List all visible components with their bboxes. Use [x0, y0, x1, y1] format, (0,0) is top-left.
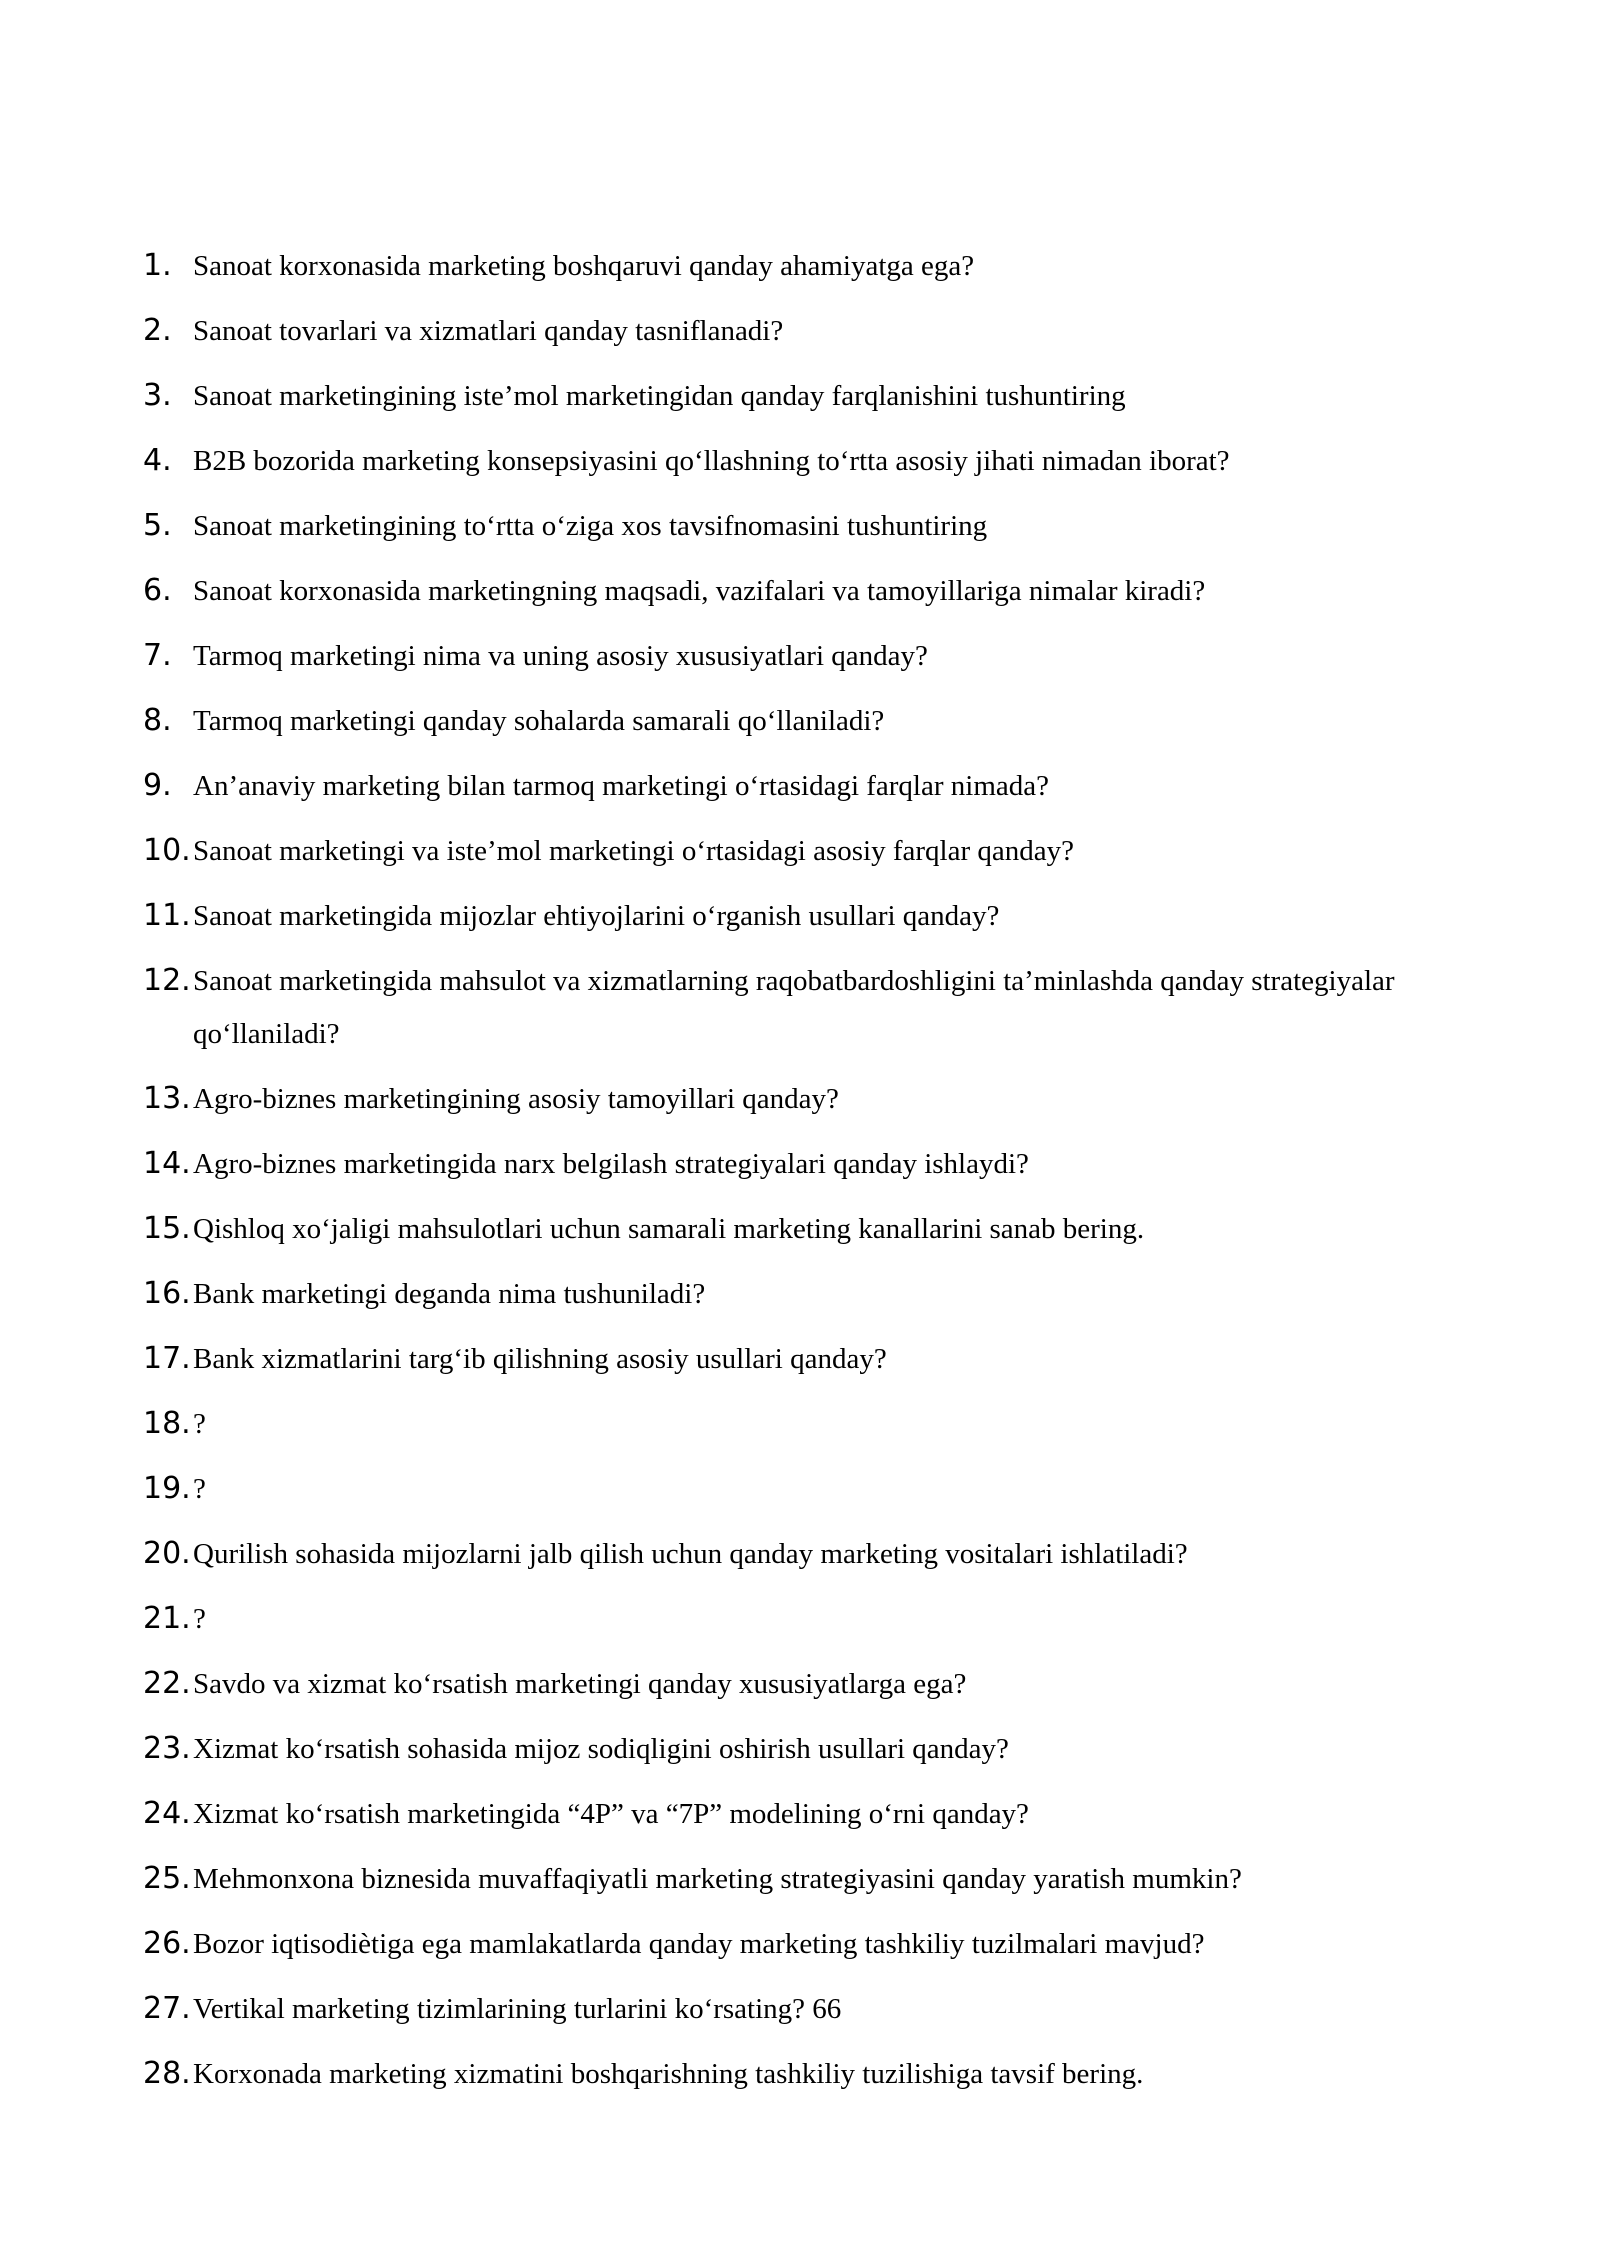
question-item	[143, 1859, 1443, 1924]
question-number: 14.	[143, 1146, 191, 1181]
question-text: Bank xizmatlarini targ‘ib qilishning asosiy usullari qanday?	[193, 1343, 887, 1375]
question-number: 19.	[143, 1471, 191, 1506]
question-text: Bozor iqtisodiètiga ega mamlakatlarda qanday marketing tashkiliy tuzilmalari mavjud?	[193, 1928, 1205, 1960]
question-number: 28.	[143, 2056, 191, 2091]
question-item	[143, 1924, 1443, 1989]
question-number: 26.	[143, 1926, 191, 1961]
question-number: 1.	[143, 248, 172, 283]
question-item	[143, 1274, 1443, 1339]
question-text: Tarmoq marketingi nima va uning asosiy xususiyatlari qanday?	[193, 640, 928, 672]
question-list	[143, 246, 1443, 2119]
question-text: Sanoat korxonasida marketing boshqaruvi qanday ahamiyatga ega?	[193, 250, 975, 282]
question-text: Sanoat marketingi va iste’mol marketingi o‘rtasidagi asosiy farqlar qanday?	[193, 835, 1075, 867]
question-number: 11.	[143, 898, 191, 933]
question-text: ?	[193, 1603, 206, 1635]
question-item	[143, 246, 1443, 311]
question-number: 27.	[143, 1991, 191, 2026]
question-number: 5.	[143, 508, 172, 543]
question-item	[143, 1339, 1443, 1404]
question-item	[143, 766, 1443, 831]
question-text: Agro-biznes marketingida narx belgilash strategiyalari qanday ishlaydi?	[193, 1148, 1029, 1180]
question-number: 25.	[143, 1861, 191, 1896]
question-text: Sanoat tovarlari va xizmatlari qanday tasniflanadi?	[193, 315, 784, 347]
question-item	[143, 1599, 1443, 1664]
question-text: Sanoat korxonasida marketingning maqsadi, vazifalari va tamoyillariga nimalar kiradi?	[193, 575, 1206, 607]
question-text: Mehmonxona biznesida muvaffaqiyatli marketing strategiyasini qanday yaratish mumkin?	[193, 1863, 1242, 1895]
question-item	[143, 571, 1443, 636]
question-number: 7.	[143, 638, 172, 673]
question-text: Sanoat marketingining iste’mol marketingidan qanday farqlanishini tushuntiring	[193, 380, 1126, 412]
question-text: Sanoat marketingining to‘rtta o‘ziga xos tavsifnomasini tushuntiring	[193, 510, 988, 542]
question-text: An’anaviy marketing bilan tarmoq marketingi o‘rtasidagi farqlar nimada?	[193, 770, 1049, 802]
question-text: Sanoat marketingida mijozlar ehtiyojlarini o‘rganish usullari qanday?	[193, 900, 1000, 932]
question-number: 18.	[143, 1406, 191, 1441]
question-number: 12.	[143, 963, 191, 998]
question-text: Qurilish sohasida mijozlarni jalb qilish uchun qanday marketing vositalari ishlatiladi?	[193, 1538, 1188, 1570]
question-item	[143, 1144, 1443, 1209]
question-number: 6.	[143, 573, 172, 608]
question-number: 10.	[143, 833, 191, 868]
question-item	[143, 376, 1443, 441]
question-item	[143, 506, 1443, 571]
question-item	[143, 1794, 1443, 1859]
question-item	[143, 2054, 1443, 2119]
question-item	[143, 311, 1443, 376]
question-text: Sanoat marketingida mahsulot va xizmatlarning raqobatbardoshligini ta’minlashda qanday strategiyalar qo‘llaniladi?	[193, 965, 1395, 1050]
question-text: Savdo va xizmat ko‘rsatish marketingi qanday xususiyatlarga ega?	[193, 1668, 967, 1700]
question-text: Tarmoq marketingi qanday sohalarda samarali qo‘llaniladi?	[193, 705, 885, 737]
question-item	[143, 1534, 1443, 1599]
question-text: ?	[193, 1408, 206, 1440]
question-text: ?	[193, 1473, 206, 1505]
question-item	[143, 636, 1443, 701]
question-text: Vertikal marketing tizimlarining turlarini ko‘rsating? 66	[193, 1993, 842, 2025]
question-number: 16.	[143, 1276, 191, 1311]
question-text: Xizmat ko‘rsatish sohasida mijoz sodiqligini oshirish usullari qanday?	[193, 1733, 1009, 1765]
question-item	[143, 1079, 1443, 1144]
question-item	[143, 1729, 1443, 1794]
question-text: Xizmat ko‘rsatish marketingida “4P” va “7P” modelining o‘rni qanday?	[193, 1798, 1029, 1830]
question-text: Qishloq xo‘jaligi mahsulotlari uchun samarali marketing kanallarini sanab bering.	[193, 1213, 1145, 1245]
question-text: Korxonada marketing xizmatini boshqarishning tashkiliy tuzilishiga tavsif bering.	[193, 2058, 1144, 2090]
question-item	[143, 961, 1443, 1079]
question-number: 23.	[143, 1731, 191, 1766]
question-item	[143, 1989, 1443, 2054]
question-number: 2.	[143, 313, 172, 348]
question-item	[143, 1469, 1443, 1534]
question-number: 24.	[143, 1796, 191, 1831]
question-text: Bank marketingi deganda nima tushuniladi?	[193, 1278, 706, 1310]
question-number: 3.	[143, 378, 172, 413]
question-item	[143, 1404, 1443, 1469]
question-item	[143, 831, 1443, 896]
question-number: 21.	[143, 1601, 191, 1636]
question-item	[143, 1664, 1443, 1729]
question-number: 13.	[143, 1081, 191, 1116]
question-number: 8.	[143, 703, 172, 738]
question-text: Agro-biznes marketingining asosiy tamoyillari qanday?	[193, 1083, 839, 1115]
question-number: 20.	[143, 1536, 191, 1571]
question-number: 4.	[143, 443, 172, 478]
question-number: 22.	[143, 1666, 191, 1701]
question-number: 17.	[143, 1341, 191, 1376]
question-number: 9.	[143, 768, 172, 803]
question-number: 15.	[143, 1211, 191, 1246]
question-item	[143, 441, 1443, 506]
question-item	[143, 896, 1443, 961]
question-text: B2B bozorida marketing konsepsiyasini qo‘llashning to‘rtta asosiy jihati nimadan iborat?	[193, 445, 1230, 477]
question-item	[143, 701, 1443, 766]
question-item	[143, 1209, 1443, 1274]
